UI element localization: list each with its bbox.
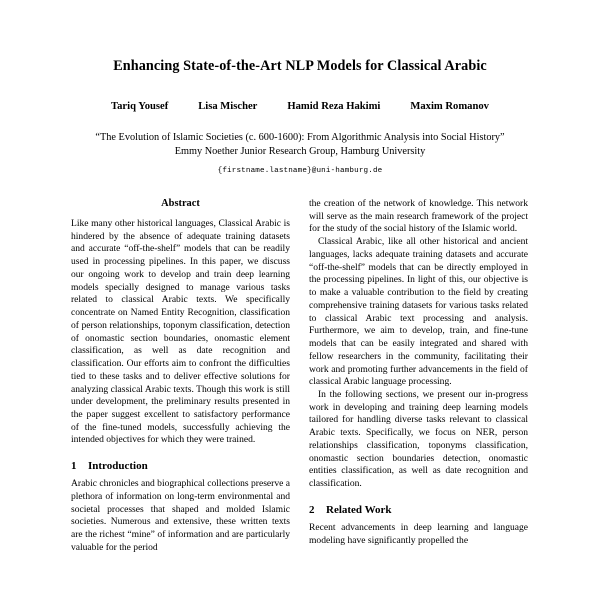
author-name: Tariq Yousef bbox=[111, 100, 169, 112]
author-name: Lisa Mischer bbox=[198, 100, 258, 112]
author-name: Hamid Reza Hakimi bbox=[287, 100, 381, 112]
section-title: Related Work bbox=[326, 503, 392, 516]
abstract-heading: Abstract bbox=[161, 198, 200, 209]
section-paragraph: In the following sections, we present our in-progress work in developing and training deep learning models tailored for handling diverse tasks relevant to classical Arabic texts. Specifically, we focus on NER, person relationships classification, toponyms classification, onomastic section boundaries detection, onomastic entities classification, as well as date recognition and classification. bbox=[309, 389, 528, 490]
author-list bbox=[56, 101, 544, 112]
section-paragraph: Classical Arabic, like all other historical and ancient languages, lacks adequate training datasets and accurate “off-the-shelf” models that can be directly employed in the processing pipelines. In light of this, our objective is to make a valuable contribution to the field by creating comprehensive training datasets for various tasks related to classical Arabic text processing and analysis. Furthermore, we aim to develop, train, and fine-tune models that can be easily integrated and shared with fellow researchers in the community, facilitating their work and promoting further advancements in the field of classical Arabic language processing. bbox=[309, 236, 528, 388]
affiliation-institution: Emmy Noether Junior Research Group, Hamburg University bbox=[174, 145, 426, 157]
section-number: 1 bbox=[71, 460, 77, 473]
section-paragraph: Recent advancements in deep learning and language modeling have significantly propelled the bbox=[309, 521, 528, 546]
paper-masthead bbox=[0, 0, 600, 175]
author-name: Maxim Romanov bbox=[410, 100, 489, 112]
affiliation-block bbox=[56, 131, 544, 159]
page-title: Enhancing State-of-the-Art NLP Models for Classical Arabic bbox=[113, 58, 487, 74]
section-title: Introduction bbox=[88, 460, 148, 473]
section-heading-related-work bbox=[309, 504, 528, 516]
contact-email: {firstname.lastname}@uni-hamburg.de bbox=[217, 167, 383, 176]
section-paragraph: Arabic chronicles and biographical collections preserve a plethora of information on long-term environmental and societal processes that shaped and molded Islamic societies. Numerous and extensive, these written texts are the richest “mine” of information and are particularly valuable for the period bbox=[71, 478, 290, 553]
section-heading-introduction bbox=[71, 460, 290, 472]
section-paragraph: the creation of the network of knowledge. This network will serve as the main research framework of the project for the study of the social history of the Islamic world. bbox=[309, 198, 528, 235]
two-column-body bbox=[0, 198, 600, 600]
affiliation-project: “The Evolution of Islamic Societies (c. 600-1600): From Algorithmic Analysis into Social History” bbox=[95, 131, 505, 143]
left-column bbox=[71, 198, 290, 600]
section-number: 2 bbox=[309, 503, 315, 516]
right-column bbox=[309, 198, 528, 600]
abstract-text: Like many other historical languages, Classical Arabic is hindered by the absence of adequate training datasets and accurate “off-the-shelf” models that can be readily used in processing pipelines. In this paper, we discuss our ongoing work to develop and train deep learning models specially designed to manage various tasks related to classical Arabic texts. We specifically concentrate on Named Entity Recognition, classification of person relationships, toponym classification, detection of onomastic section boundaries, onomastic element classification, as well as date recognition and classification. Our efforts aim to confront the difficulties tied to these tasks and to deliver effective solutions for analyzing classical Arabic texts. Though this work is still under development, the preliminary results presented in the paper suggest excellent to satisfactory performance of the fine-tuned models, successfully achieving the intended objectives for which they were trained. bbox=[71, 218, 290, 446]
